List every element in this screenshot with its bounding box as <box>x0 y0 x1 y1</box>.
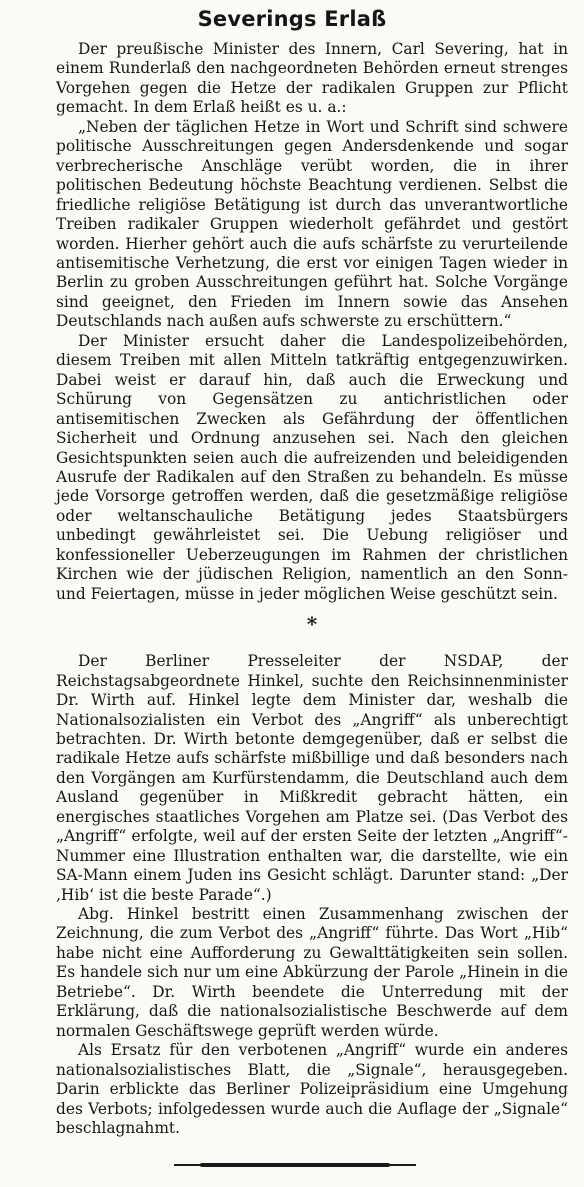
paragraph-quote: „Neben der täglichen Hetze in Wort und Schrift sind schwere politische Ausschreitungen gegen Andersdenkende und sogar verbrecherische Anschläge verübt worden, die in ihrer politischen Bedeutung höchste Beachtung verdienen. Selbst die friedliche religiöse Betätigung ist durch das unverantwortliche Treiben radikaler Gruppen wiederholt gefährdet und gestört worden. Hierher gehört auch die aufs schärfste zu verurteilende antisemitische Verhetzung, die erst vor einigen Tagen wieder in Berlin zu groben Ausschreitungen geführt hat. Solche Vorgänge sind geeignet, den Frieden im Innern sowie das Ansehen Deutschlands nach außen aufs schwerste zu erschüttern.“ <box>56 117 568 331</box>
paragraph-hinkel-visit: Der Berliner Presseleiter der NSDAP, der Reichstagsabgeordnete Hinkel, suchte den Reichsinnenminister Dr. Wirth auf. Hinkel legte dem Minister dar, weshalb die Nationalsozialisten ein Verbot des „Angriff“ als unberechtigt betrachten. Dr. Wirth betonte demgegenüber, daß er selbst die radikale Hetze aufs schärfste mißbillige und daß besonders nach den Vorgängen am Kurfürstendamm, die Deutschland auch dem Ausland gegenüber in Mißkredit gebracht hätten, ein energisches staatliches Vorgehen am Platze sei. (Das Verbot des „Angriff“ erfolgte, weil auf der ersten Seite der letzten „Angriff“-Nummer eine Illustration enthalten war, die darstellte, wie ein SA-Mann einem Juden ins Gesicht schlägt. Darunter stand: „Der ‚Hib‘ ist die beste Parade“.) <box>56 652 568 904</box>
section-separator: * <box>306 612 318 637</box>
end-rule <box>200 1163 390 1167</box>
article-body <box>56 40 568 1138</box>
paragraph-minister-request: Der Minister ersucht daher die Landespolizeibehörden, diesem Treiben mit allen Mitteln tatkräftig entgegenzuwirken. Dabei weist er darauf hin, daß auch die Erweckung und Schürung von Gegensätzen zu antichristlichen oder antisemitischen Zwecken als Gefährdung der öffentlichen Sicherheit und Ordnung anzusehen sei. Nach den gleichen Gesichtspunkten seien auch die aufreizenden und beleidigenden Ausrufe der Radikalen auf den Straßen zu behandeln. Es müsse jede Vorsorge getroffen werden, daß die gesetzmäßige religiöse oder weltanschauliche Betätigung jedes Staatsbürgers unbedingt gewährleistet sei. Die Uebung religiöser und konfessioneller Ueberzeugungen im Rahmen der christlichen Kirchen wie der jüdischen Religion, namentlich an den Sonn- und Feiertagen, müsse in jeder möglichen Weise geschützt sein. <box>56 331 568 603</box>
paragraph-signale: Als Ersatz für den verbotenen „Angriff“ wurde ein anderes nationalsozialistisches Blatt, die „Signale“, herausgegeben. Darin erblickte das Berliner Polizeipräsidium eine Umgehung des Verbots; infolgedessen wurde auch die Auflage der „Signale“ beschlagnahmt. <box>56 1041 568 1138</box>
paragraph-hinkel-denial: Abg. Hinkel bestritt einen Zusammenhang zwischen der Zeichnung, die zum Verbot des „Angriff“ führte. Das Wort „Hib“ habe nicht eine Aufforderung zu Gewalttätigkeiten sein sollen. Es handele sich nur um eine Abkürzung der Parole „Hinein in die Betriebe“. Dr. Wirth beendete die Unterredung mit der Erklärung, daß die nationalsozialistische Beschwerde auf dem normalen Geschäftswege geprüft werden würde. <box>56 905 568 1040</box>
paragraph-intro: Der preußische Minister des Innern, Carl Severing, hat in einem Runderlaß den nachgeordneten Behörden erneut strenges Vorgehen gegen die Hetze der radikalen Gruppen zur Pflicht gemacht. In dem Erlaß heißt es u. a.: <box>56 40 568 117</box>
article-title: Severings Erlaß <box>197 7 387 31</box>
